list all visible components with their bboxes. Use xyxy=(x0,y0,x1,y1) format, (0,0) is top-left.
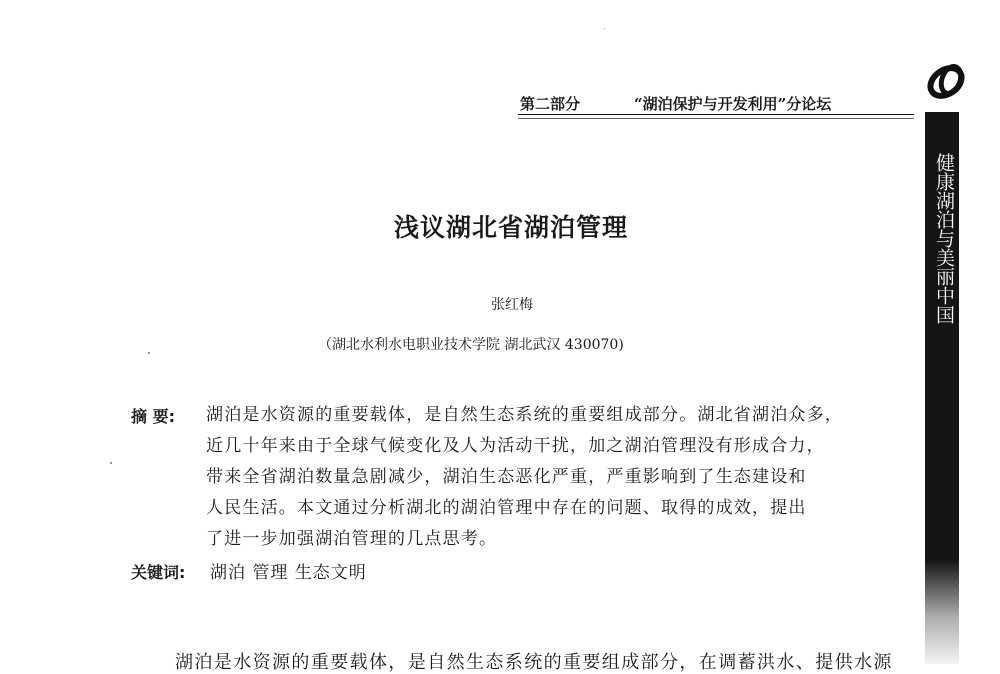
scan-speck xyxy=(148,352,150,354)
article-affiliation: （湖北水利水电职业技术学院 湖北武汉 430070) xyxy=(318,337,624,353)
side-tab-label: 健康湖泊与美丽中国 xyxy=(933,153,955,324)
header-rule-thin xyxy=(518,118,914,119)
keywords-label: 关键词: xyxy=(131,563,186,582)
article-title: 浅议湖北省湖泊管理 xyxy=(393,213,628,242)
article-author: 张红梅 xyxy=(491,297,533,313)
scan-speck xyxy=(110,462,112,464)
header-rule xyxy=(518,114,914,115)
running-header-forum: “湖泊保护与开发利用”分论坛 xyxy=(634,95,832,113)
running-header-part: 第二部分 xyxy=(520,95,581,113)
keywords-text: 湖泊 管理 生态文明 xyxy=(210,563,367,583)
abstract-text xyxy=(206,400,908,555)
abstract-line: 湖泊是水资源的重要载体，是自然生态系统的重要组成部分。湖北省湖泊众多， xyxy=(206,405,843,425)
body-first-line: 湖泊是水资源的重要载体，是自然生态系统的重要组成部分，在调蓄洪水、提供水源 xyxy=(175,652,893,673)
abstract-line: 带来全省湖泊数量急剧减少，湖泊生态恶化严重，严重影响到了生态建设和 xyxy=(206,467,807,487)
abstract-line: 了进一步加强湖泊管理的几点思考。 xyxy=(206,529,498,549)
running-header xyxy=(520,93,915,119)
scan-speck xyxy=(604,28,605,29)
abstract-line: 人民生活。本文通过分析湖北的湖泊管理中存在的问题、取得的成效，提出 xyxy=(206,498,807,518)
abstract-line: 近几十年来由于全球气候变化及人为活动干扰，加之湖泊管理没有形成合力， xyxy=(206,436,825,456)
abstract-label: 摘 要: xyxy=(131,407,175,426)
side-tab-fade xyxy=(925,560,959,664)
publisher-logo-icon xyxy=(924,58,972,106)
